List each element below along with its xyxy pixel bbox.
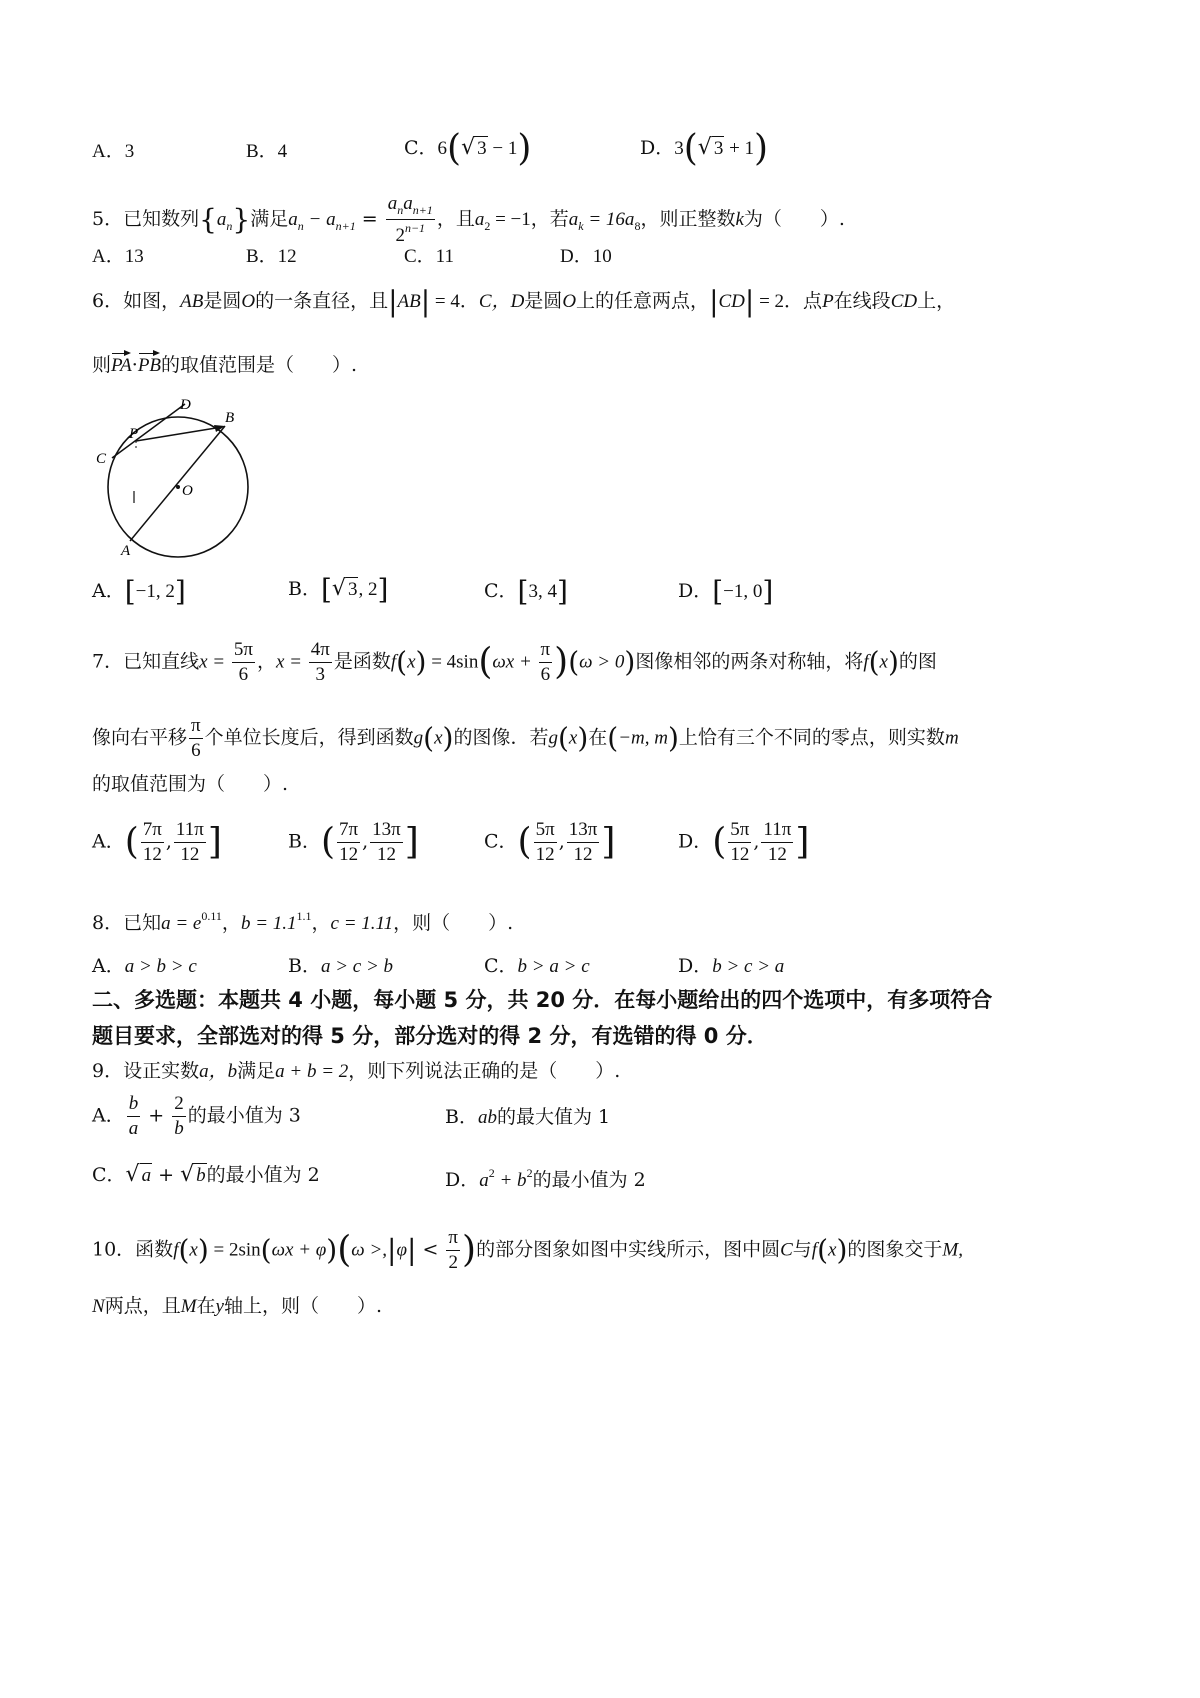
q5-option-a: A．13 — [92, 246, 144, 267]
label-d: D — [180, 397, 191, 413]
q6-option-b: B．[√ 3, 2] — [288, 573, 389, 606]
q8-option-d: D．b > c > a — [678, 955, 785, 977]
q7-option-d: D．( $\frac{5\pi}{12}$ , $\frac{11\pi}{12}$ ] — [678, 819, 810, 865]
q9-option-c: C．√ a + √ b的最小值为 2 — [92, 1162, 320, 1187]
q6-stem-line2: 则PA·PB的取值范围是（ ）. — [92, 354, 358, 376]
q7-stem-line1: 7．已知直线x = $\frac{5\pi}{6}$ ，x = $\frac{4\pi}{3}$ 是函数f(x) = 4sin(ωx + $\frac{\pi}{6}$ )(ω > 0)图像相邻的两条对称轴，将f(x)的图 — [92, 639, 937, 685]
segment-pb — [136, 427, 222, 441]
q6-option-c: C．[3, 4] — [484, 575, 568, 608]
center-o — [176, 485, 180, 489]
section2-heading-line1: 二、多选题：本题共 4 小题，每小题 5 分，共 20 分．在每小题给出的四个选项中，有多项符合 — [92, 988, 993, 1012]
q9-stem: 9．设正实数a，b满足a + b = 2，则下列说法正确的是（ ）. — [92, 1060, 621, 1082]
q10-stem-line1: 10．函数f(x) = 2sin(ωx + φ)(ω >,|φ| < $\frac{\pi}{2}$ )的部分图象如图中实线所示，图中圆C与f(x)的图象交于M, — [92, 1227, 963, 1273]
q9-option-a: A． $\frac{b}{a}$ + $\frac{2}{b}$ 的最小值为 3 — [92, 1093, 301, 1139]
label-p: P — [129, 426, 139, 442]
q7-option-c: C．( $\frac{5\pi}{12}$ , $\frac{13\pi}{12}$ ] — [484, 819, 616, 865]
q6-circle-figure — [92, 395, 267, 565]
q4-option-d: D．3(√ 3 + 1) — [640, 128, 769, 169]
label-o: O — [182, 483, 193, 499]
q7-stem-line3: 的取值范围为（ ）. — [92, 773, 289, 795]
chord-cd — [112, 404, 185, 458]
label-c: C — [96, 451, 107, 467]
q5-fraction: $\frac{a_na_{n+1}}{2^{n-1}}$ — [387, 193, 433, 246]
q4-option-b: B．4 — [246, 141, 288, 162]
q8-option-b: B．a > c > b — [288, 955, 394, 977]
q5-option-c: C．11 — [404, 246, 454, 267]
q5-stem: 5．已知数列$\{a_n\}$满足$a_n - a_{n+1}$ = $\frac{a_na_{n+1}}{2^{n-1}}$ ，且$a_2 = -1$，若$a_k = 16a_8$，则正整数k为（ ）. — [92, 193, 845, 246]
q8-option-c: C．b > a > c — [484, 955, 590, 977]
label-b: B — [225, 410, 235, 426]
q7-option-b: B．( $\frac{7\pi}{12}$ , $\frac{13\pi}{12}$ ] — [288, 819, 419, 865]
vector-pb: PB — [138, 352, 161, 375]
q10-stem-line2: N两点，且M在y轴上，则（ ）. — [92, 1295, 383, 1317]
q7-stem-line2: 像向右平移 $\frac{\pi}{6}$ 个单位长度后，得到函数g(x)的图像．若g(x)在(−m, m)上恰有三个不同的零点，则实数m — [92, 715, 959, 761]
vector-pa: PA — [111, 352, 132, 375]
q5-option-b: B．12 — [246, 246, 297, 267]
q7-option-a: A．( $\frac{7\pi}{12}$ , $\frac{11\pi}{12}$ ] — [92, 819, 222, 865]
q5-option-d: D．10 — [560, 246, 612, 267]
q6-option-a: A．[−1, 2] — [92, 575, 186, 608]
q6-stem-line1: 6．如图，AB是圆O的一条直径，且|AB| = 4．C，D是圆O上的任意两点，|CD| = 2．点P在线段CD上， — [92, 285, 956, 318]
q9-option-d: D．$a^2 + b^2$的最小值为 2 — [445, 1166, 646, 1191]
q4-option-c: C．6(√ 3 − 1) — [404, 128, 532, 169]
label-a: A — [121, 543, 131, 559]
section2-heading-line2: 题目要求，全部选对的得 5 分，部分选对的得 2 分，有选错的得 0 分． — [92, 1024, 768, 1048]
q8-stem: 8．已知$a = e^{0.11}$，$b = 1.1^{1.1}$，c = 1.11，则（ ）. — [92, 909, 514, 934]
diameter-ab — [130, 426, 225, 541]
q6-option-d: D．[−1, 0] — [678, 575, 774, 608]
q8-option-a: A．a > b > c — [92, 955, 197, 977]
q4-option-a: A．3 — [92, 141, 135, 162]
q9-option-b: B．ab的最大值为 1 — [445, 1106, 611, 1128]
